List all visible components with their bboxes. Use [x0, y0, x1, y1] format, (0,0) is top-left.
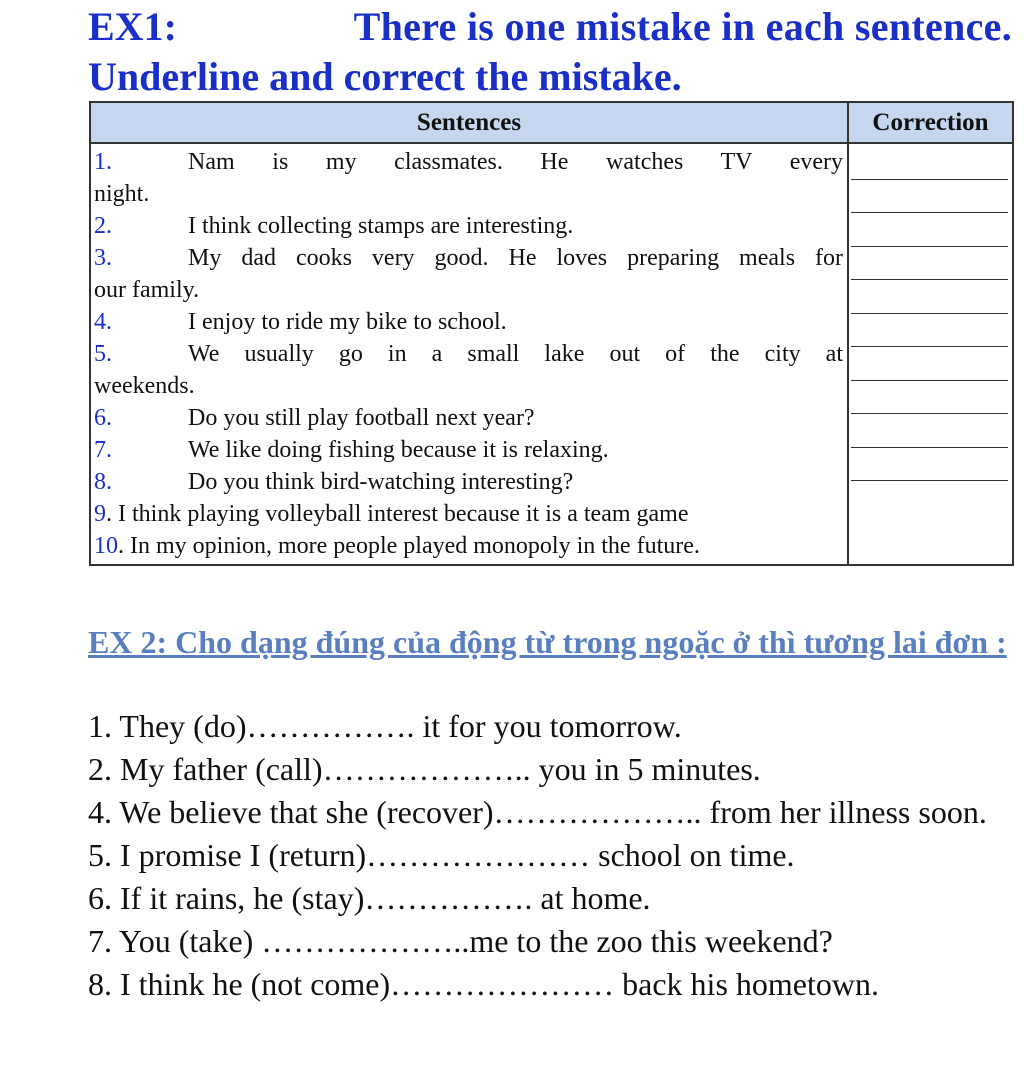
exercise-2-list	[88, 705, 1013, 1006]
sentence-text-continued: our family.	[94, 277, 200, 303]
sentences-column-header: Sentences	[90, 102, 848, 143]
sentence-number: 8.	[94, 469, 112, 495]
exercise-2-item: 1. They (do)……………. it for you tomorrow.	[88, 708, 682, 744]
sentence-text-continued: weekends.	[94, 373, 195, 399]
correction-blank-1[interactable]	[851, 146, 1008, 180]
sentence-number: 10	[94, 533, 118, 559]
sentence-row	[94, 146, 843, 178]
sentence-row	[94, 242, 843, 274]
sentence-text: We usually go in a small lake out of the city at	[188, 341, 843, 367]
correction-blank-8[interactable]	[851, 381, 1008, 415]
sentence-row	[94, 338, 843, 370]
sentence-row	[94, 498, 843, 530]
correction-blank-7[interactable]	[851, 347, 1008, 381]
sentence-text: Do you think bird-watching interesting?	[188, 469, 574, 495]
sentence-text: We like doing fishing because it is relaxing.	[188, 437, 609, 463]
sentence-text: Do you still play football next year?	[188, 405, 535, 431]
correction-cell	[848, 143, 1013, 565]
correction-column-header: Correction	[848, 102, 1013, 143]
sentence-text: My dad cooks very good. He loves preparing meals for	[188, 245, 843, 271]
exercise-2-item: 6. If it rains, he (stay)……………. at home.	[88, 880, 651, 916]
sentence-number: 7.	[94, 437, 112, 463]
sentence-row	[94, 466, 843, 498]
sentence-text: . In my opinion, more people played monopoly in the future.	[118, 533, 700, 559]
correction-blank-2[interactable]	[851, 180, 1008, 214]
correction-blank-4[interactable]	[851, 247, 1008, 281]
sentence-number: 3.	[94, 245, 112, 271]
sentences-cell	[90, 143, 848, 565]
sentence-number: 6.	[94, 405, 112, 431]
sentence-text: I enjoy to ride my bike to school.	[188, 309, 507, 335]
exercise-2-title: EX 2: Cho dạng đúng của động từ trong ngoặc ở thì tương lai đơn :	[88, 624, 1007, 660]
exercise-1-title	[88, 2, 1012, 102]
sentence-number: 4.	[94, 309, 112, 335]
exercise-1-label: EX1:	[88, 4, 177, 49]
exercise-2-item: 2. My father (call)……………….. you in 5 minutes.	[88, 751, 761, 787]
exercise-1-instruction-line2: Underline and correct the mistake.	[88, 54, 682, 99]
correction-blank-5[interactable]	[851, 280, 1008, 314]
sentence-text: Nam is my classmates. He watches TV every	[188, 149, 843, 175]
sentence-row	[94, 530, 843, 562]
correction-blank-6[interactable]	[851, 314, 1008, 348]
exercise-2-item: 5. I promise I (return)………………… school on time.	[88, 837, 795, 873]
sentence-number: 1.	[94, 149, 112, 175]
exercise-1-table	[89, 101, 1014, 566]
sentence-number: 5.	[94, 341, 112, 367]
exercise-1-instruction: There is one mistake in each sentence.	[353, 4, 1012, 49]
exercise-2-item: 8. I think he (not come)………………… back his hometown.	[88, 966, 879, 1002]
sentence-row	[94, 210, 843, 242]
sentence-text-continued: night.	[94, 181, 150, 207]
exercise-2-item: 7. You (take) ………………..me to the zoo this weekend?	[88, 923, 833, 959]
correction-blank-3[interactable]	[851, 213, 1008, 247]
sentence-row	[94, 434, 843, 466]
sentence-number: 2.	[94, 213, 112, 239]
sentence-row	[94, 402, 843, 434]
correction-blank-9[interactable]	[851, 414, 1008, 448]
correction-blank-10[interactable]	[851, 448, 1008, 482]
exercise-2-item: 4. We believe that she (recover)……………….. from her illness soon.	[88, 794, 987, 830]
sentence-number: 9	[94, 501, 106, 527]
sentence-text: I think collecting stamps are interesting.	[188, 213, 574, 239]
sentence-text: . I think playing volleyball interest because it is a team game	[106, 501, 689, 527]
sentence-row	[94, 306, 843, 338]
